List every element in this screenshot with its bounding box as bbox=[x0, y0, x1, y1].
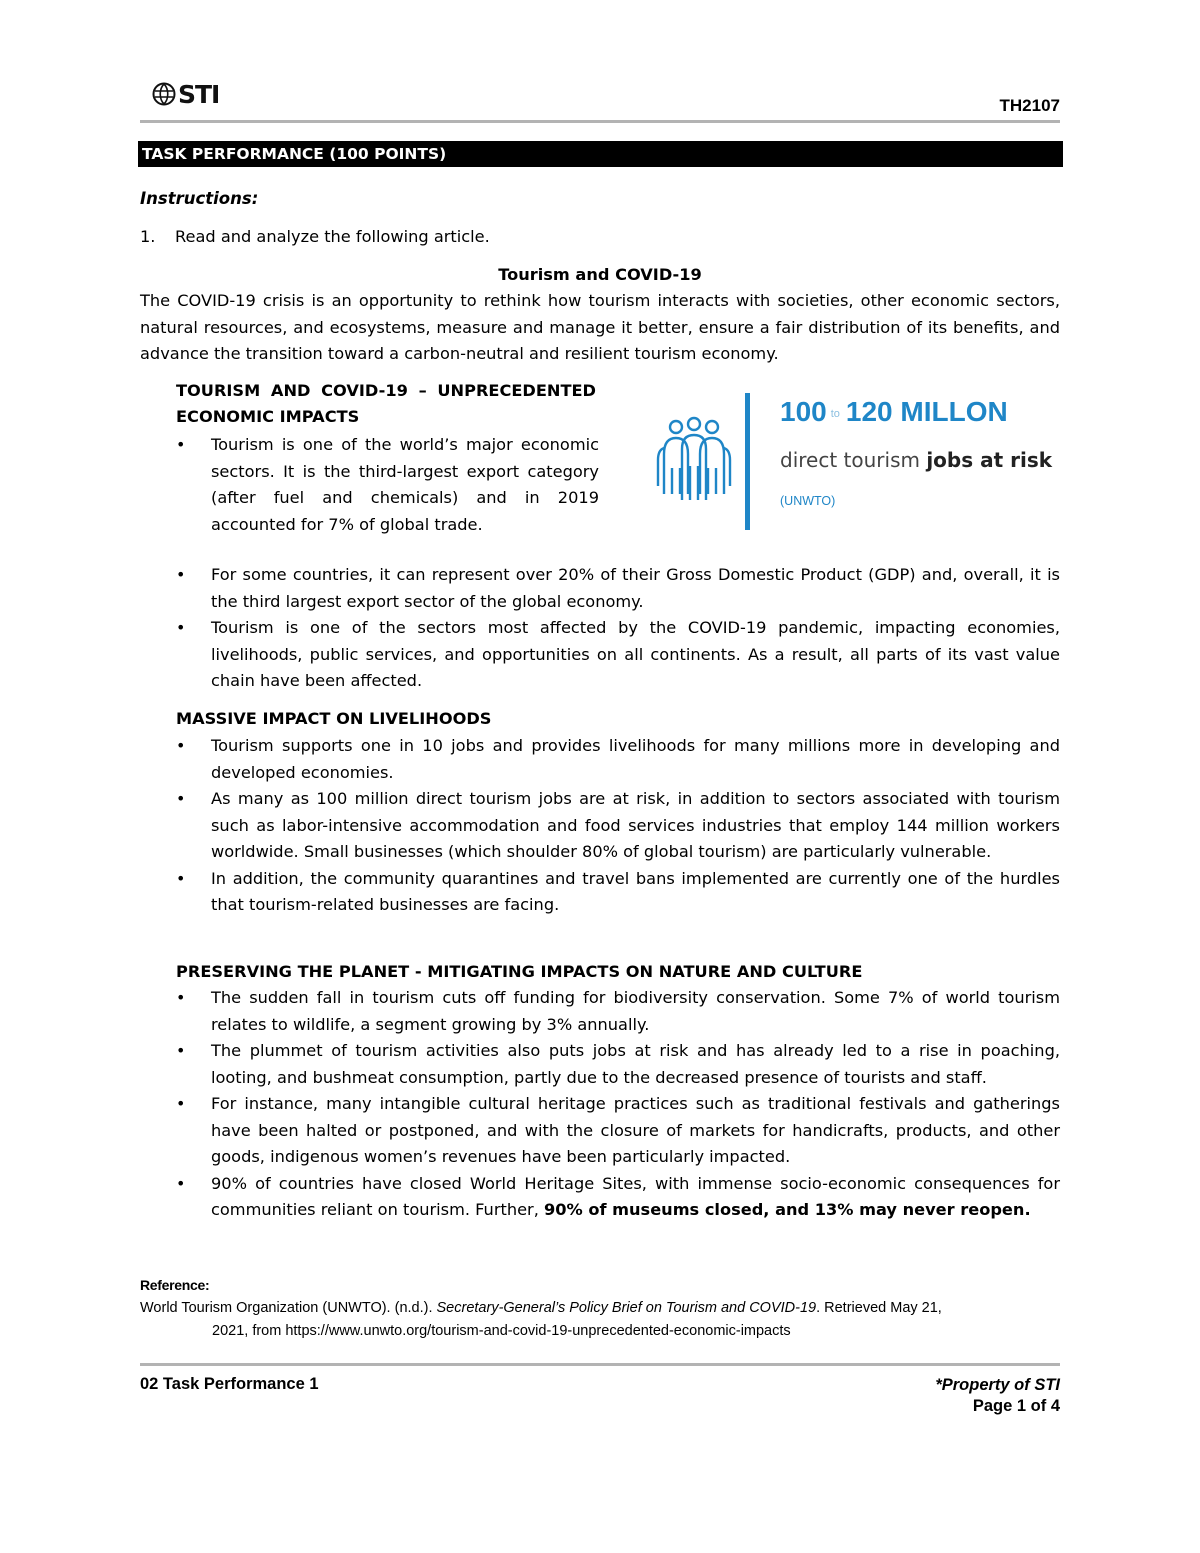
footer-document-name: 02 Task Performance 1 bbox=[140, 1375, 319, 1393]
logo-text: STI bbox=[178, 79, 220, 109]
range-separator: to bbox=[830, 407, 840, 420]
range-high: 120 MILLON bbox=[845, 396, 1008, 427]
article-intro: The COVID-19 crisis is an opportunity to rethink how tourism interacts with societies, other economic sectors, natural resources, and ecosystems, measure and manage it better, ensure a fair distribution of its benefits, and advance the transition toward a carbon-neutral and resilient tourism economy. bbox=[140, 291, 1060, 363]
infographic-divider bbox=[745, 393, 750, 530]
course-code: TH2107 bbox=[999, 96, 1060, 115]
people-group-icon bbox=[656, 416, 732, 504]
list-item: • Tourism is one of the sectors most affected by the COVID-19 pandemic, impacting economies, livelihoods, public services, and opportunities on all continents. As a result, all parts of its vast value chain have been affected. bbox=[176, 615, 1060, 695]
jobs-at-risk-caption bbox=[780, 448, 1052, 472]
list-item: • The plummet of tourism activities also puts jobs at risk and has already led to a rise in poaching, looting, and bushmeat consumption, partly due to the decreased presence of tourists and staff. bbox=[176, 1038, 1060, 1091]
instructions-label: Instructions: bbox=[140, 189, 259, 208]
page-number: Page 1 of 4 bbox=[972, 1397, 1060, 1415]
reference-title: Secretary-General’s Policy Brief on Tourism and COVID-19 bbox=[436, 1300, 817, 1316]
step-number: 1. bbox=[140, 227, 156, 246]
reference-author: World Tourism Organization (UNWTO). (n.d.). bbox=[140, 1300, 437, 1316]
list-item: • As many as 100 million direct tourism jobs are at risk, in addition to sectors associated with tourism such as labor-intensive accommodation and food services industries that employ 144 million workers worldwide. Small businesses (which shoulder 80% of global tourism) are particularly vulnerable. bbox=[176, 786, 1060, 866]
bullet-text-bold: 90% of museums closed, and 13% may never reopen. bbox=[543, 1200, 1031, 1219]
list-item: • Tourism supports one in 10 jobs and provides livelihoods for many millions more in developing and developed economies. bbox=[176, 733, 1060, 786]
list-item: • For instance, many intangible cultural heritage practices such as traditional festivals and gatherings have been halted or postponed, and with the closure of markets for handicrafts, products, and other goods, indigenous women’s revenues have been particularly impacted. bbox=[176, 1091, 1060, 1171]
caption-prefix: direct tourism bbox=[780, 448, 927, 472]
task-banner: TASK PERFORMANCE (100 POINTS) bbox=[138, 141, 1063, 167]
caption-bold: jobs at risk bbox=[926, 448, 1053, 472]
bullet-list-livelihoods bbox=[176, 733, 1060, 919]
list-item: • Tourism is one of the world’s major economic sectors. It is the third-largest export category (after fuel and chemicals) and in 2019 accounted for 7% of global trade. bbox=[176, 432, 599, 538]
list-item: • For some countries, it can represent over 20% of their Gross Domestic Product (GDP) and, overall, it is the third largest export sector of the global economy. bbox=[176, 562, 1060, 615]
instruction-step bbox=[140, 224, 490, 251]
reference-label: Reference: bbox=[140, 1277, 210, 1293]
list-item: • The sudden fall in tourism cuts off funding for biodiversity conservation. Some 7% of world tourism relates to wildlife, a segment growing by 3% annually. bbox=[176, 985, 1060, 1038]
article-title: Tourism and COVID-19 bbox=[498, 265, 702, 284]
header-divider bbox=[140, 120, 1060, 123]
footer-divider bbox=[140, 1363, 1060, 1366]
bullet-text: 90% of countries have closed World Heritage Sites, with immense socio-economic consequences for communities reliant on tourism. Further, bbox=[211, 1173, 1060, 1219]
reference-entry bbox=[140, 1297, 1060, 1343]
bullet-list-planet bbox=[176, 985, 1060, 1224]
globe-logo-icon bbox=[152, 82, 176, 106]
sti-logo bbox=[152, 80, 222, 108]
footer-property: *Property of STI bbox=[935, 1376, 1060, 1394]
footer-right bbox=[935, 1375, 1060, 1417]
section-heading-economic-impacts: TOURISM AND COVID-19 – UNPRECEDENTED ECONOMIC IMPACTS bbox=[176, 381, 596, 426]
list-item: • In addition, the community quarantines and travel bans implemented are currently one of the hurdles that tourism-related businesses are facing. bbox=[176, 866, 1060, 919]
jobs-range bbox=[780, 396, 1008, 428]
reference-retrieved: . Retrieved May 21, bbox=[816, 1300, 942, 1316]
reference-url-line: 2021, from https://www.unwto.org/tourism-and-covid-19-unprecedented-economic-impacts bbox=[212, 1323, 791, 1339]
section-heading-planet: PRESERVING THE PLANET - MITIGATING IMPACTS ON NATURE AND CULTURE bbox=[176, 962, 863, 981]
range-low: 100 bbox=[780, 396, 827, 427]
bullet-list-economic-2 bbox=[176, 562, 1060, 695]
bullet-list-economic-1 bbox=[176, 432, 599, 538]
jobs-at-risk-infographic bbox=[650, 390, 1080, 530]
step-text: Read and analyze the following article. bbox=[175, 227, 490, 246]
section-heading-livelihoods: MASSIVE IMPACT ON LIVELIHOODS bbox=[176, 709, 492, 728]
infographic-source: (UNWTO) bbox=[780, 494, 836, 508]
list-item bbox=[176, 1171, 1060, 1224]
